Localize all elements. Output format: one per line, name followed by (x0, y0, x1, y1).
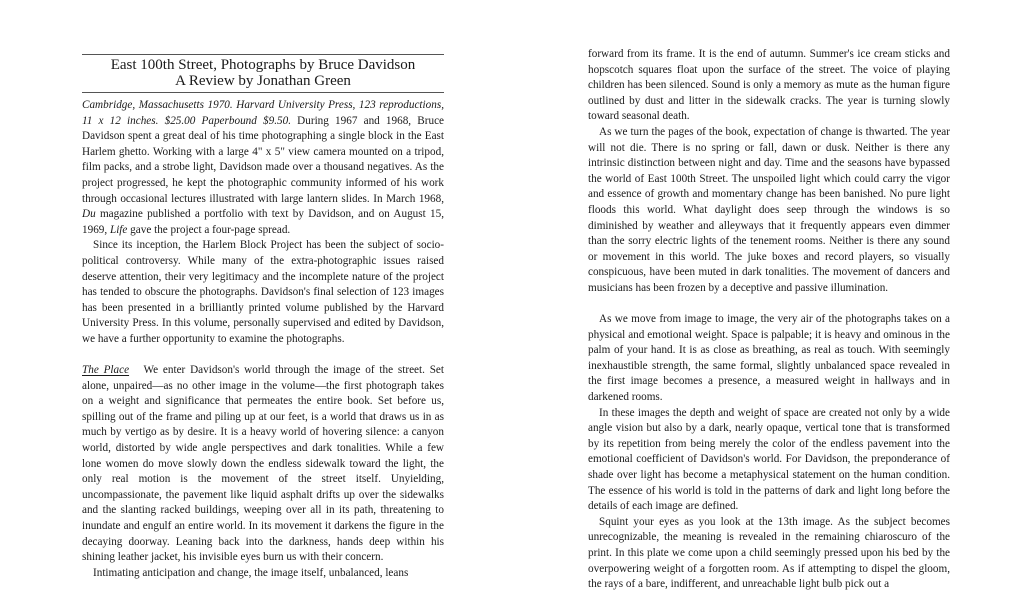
article-title (82, 57, 444, 89)
right-paragraph-4: In these images the depth and weight of space are created not only by a wide angle vision but also by a dark, nearly opaque, vertical tone that is transformed by its repetition from being merely the color of the endless pavement into the emotional coefficient of Davidson's world. For Davidson, the preponderance of shade over light has become a metaphysical statement on the human condition. The essence of his world is told in the patterns of dark and light long before the details of each image are defined. (588, 406, 950, 513)
title-line-1: East 100th Street, Photographs by Bruce Davidson (110, 57, 416, 73)
the-place-paragraph (82, 363, 444, 566)
title-line-2: A Review by Jonathan Green (175, 73, 351, 89)
right-page (588, 0, 950, 600)
life-magazine-title: Life (109, 223, 128, 236)
title-bottom-rule (82, 92, 444, 93)
right-paragraph-5: Squint your eyes as you look at the 13th image. As the subject becomes unrecognizable, the meaning is revealed in the remaining chiaroscuro of the print. In this plate we come upon a child seemingly pressed upon his bed by the overpowering weight of a forgotten room. As if attempting to dispel the gloom, the rays of a bare, indifferent, and unreachable light bulb pick out a (588, 515, 950, 591)
paragraph-2: Since its inception, the Harlem Block Project has been the subject of socio-political controversy. While many of the extra-photographic issues raised deserve attention, their very legitimacy and the incomplete nature of the project has tended to obscure the photographs. Davidson's final selection of 123 images has been presented in a brilliantly printed volume published by the Harvard University Press. In this volume, personally supervised and edited by Davidson, we have a further opportunity to examine the photographs. (82, 239, 444, 345)
section-heading: The Place (82, 364, 130, 377)
intro-paragraph (82, 98, 444, 238)
intro-text-a: During 1967 and 1968, Bruce Davidson spent a great deal of his time photographing a single block in the East Harlem ghetto. Working with a large 4" x 5" view camera mounted on a tripod, film packs, and a strobe light, Davidson made over a thousand negatives. As the project progressed, he kept the photographic community informed of his work through occasional lectures illustrated with large lantern slides. In March 1968, (82, 114, 444, 205)
intro-text-c: gave the project a four-page spread. (127, 223, 291, 236)
bibliographic-info: Cambridge, Massachusetts 1970. Harvard University Press, 123 reproductions, 11 x 12 inches. $25.00 Paperbound $9.50. (82, 99, 444, 127)
paragraph-4: Intimating anticipation and change, the image itself, unbalanced, leans (93, 566, 409, 579)
du-magazine-title: Du (82, 208, 96, 221)
right-paragraph-1: forward from its frame. It is the end of autumn. Summer's ice cream sticks and hopscotch squares float upon the surface of the street. The voice of playing children has been silenced. Sound is only a memory as mute as the human figure outlined by dust and litter in the sidewalk cracks. The year is turning slowly toward seasonal death. (588, 48, 950, 123)
left-page (82, 0, 444, 600)
right-paragraph-2: As we turn the pages of the book, expectation of change is thwarted. The year will not die. There is no spring or fall, dawn or dusk. Neither is there any intrinsic distinction between night and day. Time and the seasons have bypassed the world of East 100th Street. The unspoiled light which could carry the vigor and essence of growth and momentary change has been banished. No pure light floods this world. What daylight does seep through the windows is so diminished by weather and alleyways that it frequently appears even dimmer than the sorry electric lights of the tenement rooms. Neither is there any sound or movement in this world. The juke boxes and record players, so visually conspicuous, have been muted in dark tonalities. The movement of dancers and musicians has been frozen by a deceptive and passive illumination. (588, 125, 950, 294)
the-place-text: We enter Davidson's world through the image of the street. Set alone, unpaired—as no other image in the volume—the first photograph takes on a weight and significance that permeates the entire book. Set before us, spilling out of the frame and piling up at our feet, is a world that draws us in as much by vertigo as by desire. It is a heavy world of hovering silence: a canyon world, distorted by wide angle perspectives and dark tonalities. While a few lone women do move slowly down the endless sidewalk toward the light, the only real motion is the movement of the street itself. Unyielding, uncompassionate, the pavement like liquid asphalt drifts up over the sidewalks and the slanting racked buildings, weeping over all in its path, threatening to inundate and engulf an entire world. In its movement it darkens the figure in the decaying doorway. Leaning back into the darkness, hands deep within his shining leather jacket, his invisible eyes burn us with their concern. (82, 364, 445, 564)
right-paragraph-3: As we move from image to image, the very air of the photographs takes on a physical and emotional weight. Space is palpable; it is heavy and ominous in the palm of your hand. It is as close as breathing, as real as touch. With seemingly inexhaustible strength, the same formal, slightly unbalanced space revealed in the first image becomes a presence, a measured weight in hallways and in darkened rooms. (588, 313, 950, 404)
intro-text-b: magazine published a portfolio with text by Davidson, and on August 15, 1969, (82, 208, 444, 236)
title-top-rule (82, 54, 444, 55)
